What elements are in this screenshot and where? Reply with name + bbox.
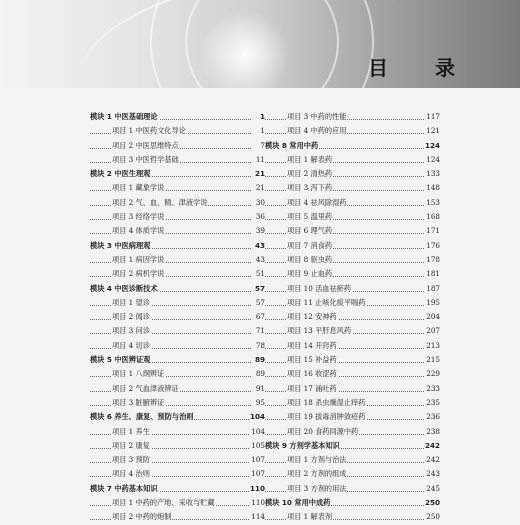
toc-page: 104 — [250, 425, 265, 439]
toc-item-row[interactable] — [265, 510, 440, 524]
toc-label: 项目 4 切诊 — [112, 339, 151, 353]
toc-page: 7 — [259, 139, 265, 153]
toc-item-row[interactable] — [265, 239, 440, 253]
toc-item-row[interactable] — [90, 296, 265, 310]
toc-item-row[interactable] — [90, 396, 265, 410]
toc-page: 95 — [255, 396, 265, 410]
toc-label: 项目 16 收涩药 — [287, 367, 338, 381]
toc-item-row[interactable] — [265, 124, 440, 138]
toc-module-row[interactable] — [90, 410, 265, 424]
toc-label: 项目 2 闻诊 — [112, 310, 151, 324]
toc-item-row[interactable] — [265, 467, 440, 481]
toc-page: 235 — [425, 396, 440, 410]
toc-module-row[interactable] — [90, 239, 265, 253]
toc-label: 项目 1 方剂与治法 — [287, 453, 347, 467]
toc-label: 项目 6 理气药 — [287, 224, 333, 238]
toc-label: 项目 1 养生 — [112, 425, 151, 439]
toc-label: 项目 13 平肝息风药 — [287, 324, 352, 338]
toc-item-row[interactable] — [90, 124, 265, 138]
toc-page: 114 — [250, 510, 265, 524]
toc-label: 项目 2 气、血、精、津液学说 — [112, 196, 208, 210]
header-banner — [0, 0, 520, 88]
toc-label: 项目 1 病因学说 — [112, 253, 165, 267]
toc-page: 250 — [424, 496, 440, 510]
toc-item-row[interactable] — [265, 153, 440, 167]
toc-page: 195 — [425, 296, 440, 310]
toc-page: 204 — [425, 310, 440, 324]
toc-page: 21 — [254, 167, 265, 181]
toc-page: 213 — [425, 339, 440, 353]
toc-page: 121 — [425, 124, 440, 138]
toc-label: 模块 7 中药基本知识 — [90, 482, 159, 496]
toc-label: 模块 5 中医辨证观 — [90, 353, 151, 367]
toc-item-row[interactable] — [265, 396, 440, 410]
toc-page: 242 — [424, 439, 440, 453]
toc-page: 148 — [425, 181, 440, 195]
toc-label: 项目 3 中医哲学基础 — [112, 153, 180, 167]
toc-page: 229 — [425, 367, 440, 381]
toc-label: 项目 19 拔毒消肿敛疮药 — [287, 410, 366, 424]
toc-label: 项目 2 清热药 — [287, 167, 333, 181]
toc-label: 项目 1 藏象学说 — [112, 181, 165, 195]
toc-label: 项目 5 温里药 — [287, 210, 333, 224]
toc-item-row[interactable] — [90, 367, 265, 381]
toc-item-row[interactable] — [90, 267, 265, 281]
toc-module-row[interactable] — [265, 439, 440, 453]
toc-page: 133 — [425, 167, 440, 181]
toc-page: 89 — [255, 367, 265, 381]
toc-label: 项目 4 治则 — [112, 467, 151, 481]
toc-page: 124 — [424, 139, 440, 153]
toc-label: 项目 4 体质学说 — [112, 224, 165, 238]
toc-label: 项目 2 中医思维特点 — [112, 139, 180, 153]
toc-label: 项目 18 杀虫燥湿止痒药 — [287, 396, 366, 410]
toc-page: 181 — [425, 267, 440, 281]
toc-label: 项目 7 消食药 — [287, 239, 333, 253]
toc-item-row[interactable] — [265, 181, 440, 195]
toc-page: 153 — [425, 196, 440, 210]
toc-page: 71 — [255, 324, 265, 338]
toc-label: 项目 3 脏腑辨证 — [112, 396, 165, 410]
toc-label: 项目 1 八纲辨证 — [112, 367, 165, 381]
toc-item-row[interactable] — [265, 410, 440, 424]
toc-label: 项目 3 问诊 — [112, 324, 151, 338]
toc-module-row[interactable] — [90, 110, 265, 124]
toc-page: 21 — [255, 181, 265, 195]
toc-page: 250 — [425, 510, 440, 524]
toc-label: 项目 4 中药的应用 — [287, 124, 347, 138]
toc-page: 105 — [250, 439, 265, 453]
toc-item-row[interactable] — [265, 282, 440, 296]
toc-label: 项目 3 泻下药 — [287, 181, 333, 195]
toc-item-row[interactable] — [265, 324, 440, 338]
toc-page: 104 — [249, 410, 265, 424]
toc-item-row[interactable] — [265, 253, 440, 267]
toc-item-row[interactable] — [90, 467, 265, 481]
toc-label: 项目 1 解表剂 — [287, 510, 333, 524]
toc-page: 243 — [425, 467, 440, 481]
toc-page: 89 — [254, 353, 265, 367]
toc-page: 36 — [255, 210, 265, 224]
toc-page: 176 — [425, 239, 440, 253]
toc-page: 39 — [255, 224, 265, 238]
toc-page: 110 — [250, 496, 265, 510]
toc-label: 项目 2 气血津液辨证 — [112, 382, 180, 396]
toc-page: 242 — [425, 453, 440, 467]
toc-page: 57 — [255, 296, 265, 310]
toc-page: 117 — [425, 110, 440, 124]
toc-item-row[interactable] — [265, 224, 440, 238]
toc-item-row[interactable] — [90, 425, 265, 439]
toc-label: 模块 9 方剂学基本知识 — [265, 439, 341, 453]
toc-item-row[interactable] — [265, 167, 440, 181]
toc-module-row[interactable] — [90, 282, 265, 296]
toc-page: 43 — [255, 253, 265, 267]
toc-label: 项目 1 中药的产地、采收与贮藏 — [112, 496, 216, 510]
toc-label: 项目 2 方剂的组成 — [287, 467, 347, 481]
toc-page: 207 — [425, 324, 440, 338]
toc-label: 项目 12 安神药 — [287, 310, 338, 324]
toc-module-row[interactable] — [265, 139, 440, 153]
toc-label: 项目 2 病机学说 — [112, 267, 165, 281]
page-title: 目 录 — [368, 56, 475, 80]
toc-item-row[interactable] — [265, 425, 440, 439]
toc-page: 171 — [425, 224, 440, 238]
toc-label: 项目 15 补益药 — [287, 353, 338, 367]
toc-page: 11 — [255, 153, 265, 167]
toc-item-row[interactable] — [90, 339, 265, 353]
toc-item-row[interactable] — [90, 253, 265, 267]
toc-item-row[interactable] — [265, 196, 440, 210]
toc-page: 233 — [425, 382, 440, 396]
toc-page: 107 — [250, 453, 265, 467]
toc-item-row[interactable] — [90, 139, 265, 153]
toc-label: 项目 14 开窍药 — [287, 339, 338, 353]
toc-label: 项目 1 望诊 — [112, 296, 151, 310]
toc-item-row[interactable] — [90, 210, 265, 224]
toc-item-row[interactable] — [90, 510, 265, 524]
toc-label: 项目 3 经络学说 — [112, 210, 165, 224]
toc-page: 91 — [255, 382, 265, 396]
toc-item-row[interactable] — [90, 382, 265, 396]
toc-item-row[interactable] — [90, 324, 265, 338]
toc-item-row[interactable] — [90, 224, 265, 238]
toc-item-row[interactable] — [90, 439, 265, 453]
toc-item-row[interactable] — [265, 339, 440, 353]
toc-page: 107 — [250, 467, 265, 481]
toc-page: 110 — [249, 482, 265, 496]
toc-label: 模块 10 常用中成药 — [265, 496, 331, 510]
toc-label: 项目 11 止咳化痰平喘药 — [287, 296, 366, 310]
toc-item-row[interactable] — [90, 310, 265, 324]
toc-label: 模块 3 中医病理观 — [90, 239, 151, 253]
toc-page: 51 — [255, 267, 265, 281]
toc-page: 236 — [425, 410, 440, 424]
toc-label: 项目 1 解表药 — [287, 153, 333, 167]
toc-item-row[interactable] — [265, 296, 440, 310]
toc-page: 30 — [255, 196, 265, 210]
toc-label: 项目 3 方剂的用法 — [287, 482, 347, 496]
toc-page: 43 — [254, 239, 265, 253]
toc-module-row[interactable] — [90, 167, 265, 181]
toc-page: 124 — [425, 153, 440, 167]
toc-page: 245 — [425, 482, 440, 496]
toc-module-row[interactable] — [90, 482, 265, 496]
toc-item-row[interactable] — [265, 382, 440, 396]
toc-label: 项目 3 中药的性能 — [287, 110, 347, 124]
toc-page: 168 — [425, 210, 440, 224]
toc-page: 1 — [259, 110, 265, 124]
toc-page: 238 — [425, 425, 440, 439]
toc-item-row[interactable] — [265, 210, 440, 224]
toc-page: 67 — [255, 310, 265, 324]
toc-page: 1 — [259, 124, 265, 138]
toc-label: 项目 1 中医药文化导论 — [112, 124, 187, 138]
toc-label: 项目 4 祛风除湿药 — [287, 196, 347, 210]
toc-module-row[interactable] — [265, 496, 440, 510]
toc-label: 模块 8 常用中药 — [265, 139, 319, 153]
toc-label: 模块 2 中医生理观 — [90, 167, 151, 181]
toc-left-column — [90, 110, 265, 525]
toc-label: 模块 4 中医诊断技术 — [90, 282, 159, 296]
toc-page: 57 — [254, 282, 265, 296]
toc-label: 项目 3 预防 — [112, 453, 151, 467]
toc-item-row[interactable] — [265, 110, 440, 124]
toc-label: 项目 2 康复 — [112, 439, 151, 453]
toc-item-row[interactable] — [265, 482, 440, 496]
toc-item-row[interactable] — [90, 196, 265, 210]
toc-label: 项目 8 驱虫药 — [287, 253, 333, 267]
toc-label: 项目 17 涌吐药 — [287, 382, 338, 396]
toc-item-row[interactable] — [265, 367, 440, 381]
toc-item-row[interactable] — [265, 310, 440, 324]
toc-page: 215 — [425, 353, 440, 367]
toc-page: 178 — [425, 253, 440, 267]
toc-label: 项目 20 食药同源中药 — [287, 425, 359, 439]
toc-page: 78 — [255, 339, 265, 353]
toc-item-row[interactable] — [265, 353, 440, 367]
toc-item-row[interactable] — [90, 453, 265, 467]
toc-label: 项目 9 止血药 — [287, 267, 333, 281]
toc-label: 项目 10 活血祛瘀药 — [287, 282, 352, 296]
toc-item-row[interactable] — [90, 496, 265, 510]
toc-item-row[interactable] — [265, 267, 440, 281]
toc-module-row[interactable] — [90, 353, 265, 367]
toc-item-row[interactable] — [90, 153, 265, 167]
toc-right-column — [265, 110, 440, 525]
toc-item-row[interactable] — [265, 453, 440, 467]
toc-item-row[interactable] — [90, 181, 265, 195]
toc-label: 模块 1 中医基础理论 — [90, 110, 159, 124]
toc-label: 项目 2 中药的炮制 — [112, 510, 172, 524]
toc-page: 187 — [425, 282, 440, 296]
toc-label: 模块 6 养生、康复、预防与治则 — [90, 410, 194, 424]
